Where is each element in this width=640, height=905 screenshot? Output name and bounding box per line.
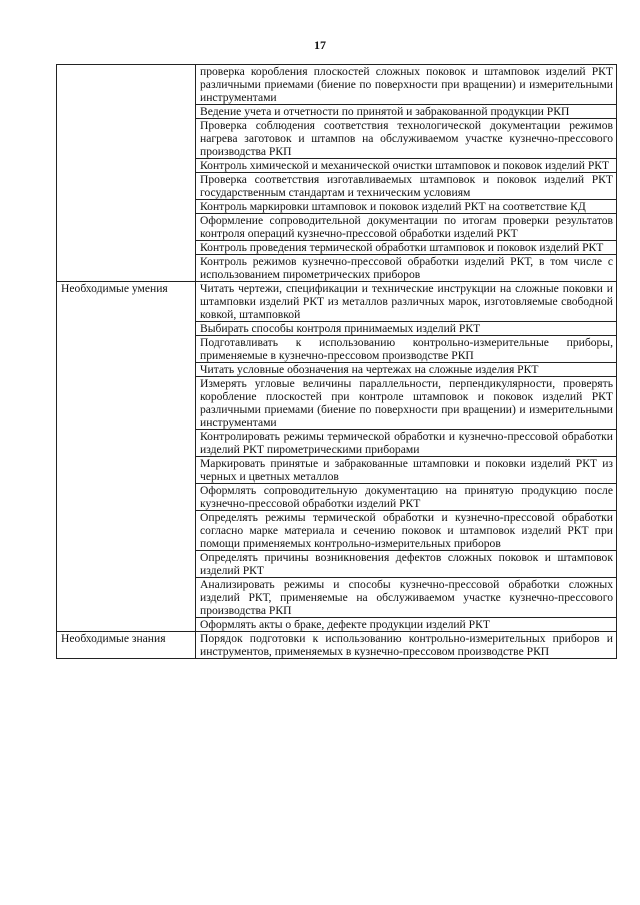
requirement-item: Контроль режимов кузнечно-прессовой обработки изделий РКТ, в том числе с использованием пирометрических приборов (196, 255, 617, 282)
section-label: Необходимые умения (57, 282, 196, 632)
requirement-item: Читать условные обозначения на чертежах на сложные изделия РКТ (196, 363, 617, 377)
requirement-item: Контролировать режимы термической обработки и кузнечно-прессовой обработки изделий РКТ пирометрическими приборами (196, 430, 617, 457)
requirement-item: Ведение учета и отчетности по принятой и забракованной продукции РКП (196, 105, 617, 119)
requirement-item: Определять причины возникновения дефектов сложных поковок и штамповок изделий РКТ (196, 551, 617, 578)
requirement-item: Оформлять сопроводительную документацию на принятую продукцию после кузнечно-прессовой обработки изделий РКТ (196, 484, 617, 511)
requirement-item: Оформление сопроводительной документации по итогам проверки результатов контроля операций кузнечно-прессовой обработки изделий РКТ (196, 214, 617, 241)
requirement-item: Проверка соответствия изготавливаемых штамповок и поковок изделий РКТ государственным стандартам и техническим условиям (196, 173, 617, 200)
page-number: 17 (314, 38, 326, 52)
requirement-item: Контроль химической и механической очистки штамповок и поковок изделий РКТ (196, 159, 617, 173)
requirement-item: Выбирать способы контроля принимаемых изделий РКТ (196, 322, 617, 336)
requirement-item: Проверка соблюдения соответствия технологической документации режимов нагрева заготовок и штампов на обслуживаемом участке кузнечно-прессового производства РКП (196, 119, 617, 159)
section-label: Необходимые знания (57, 632, 196, 659)
table-row (57, 65, 617, 105)
requirement-item: Порядок подготовки к использованию контрольно-измерительных приборов и инструментов, применяемых в кузнечно-прессовом производстве РКП (196, 632, 617, 659)
requirement-item: Определять режимы термической обработки и кузнечно-прессовой обработки согласно марке материала и сечению поковок и штамповок изделий РКТ при помощи применяемых контрольно-измерительных приборов (196, 511, 617, 551)
requirement-item: Измерять угловые величины параллельности, перпендикулярности, проверять коробление плоскостей при контроле штамповок и поковок изделий РКТ различными приемами (биение по поверхности при вращении) и измерительными инструментами (196, 377, 617, 430)
table-row (57, 632, 617, 659)
requirement-item: Контроль маркировки штамповок и поковок изделий РКТ на соответствие КД (196, 200, 617, 214)
requirement-item: Анализировать режимы и способы кузнечно-прессовой обработки сложных изделий РКТ, применяемые на обслуживаемом участке кузнечно-прессового производства РКП (196, 578, 617, 618)
requirements-table-body (57, 65, 617, 659)
requirement-item: Читать чертежи, спецификации и технические инструкции на сложные поковки и штамповки изделий РКТ из металлов различных марок, изготовляемые свободной ковкой, штамповкой (196, 282, 617, 322)
requirements-table (56, 64, 617, 659)
requirement-item: Маркировать принятые и забракованные штамповки и поковки изделий РКТ из черных и цветных металлов (196, 457, 617, 484)
requirement-item: проверка коробления плоскостей сложных поковок и штамповок изделий РКТ различными приемами (биение по поверхности при вращении) и измерительными инструментами (196, 65, 617, 105)
requirement-item: Подготавливать к использованию контрольно-измерительные приборы, применяемые в кузнечно-прессовом производстве РКП (196, 336, 617, 363)
table-row (57, 282, 617, 322)
requirement-item: Контроль проведения термической обработки штамповок и поковок изделий РКТ (196, 241, 617, 255)
section-label (57, 65, 196, 282)
requirement-item: Оформлять акты о браке, дефекте продукции изделий РКТ (196, 618, 617, 632)
